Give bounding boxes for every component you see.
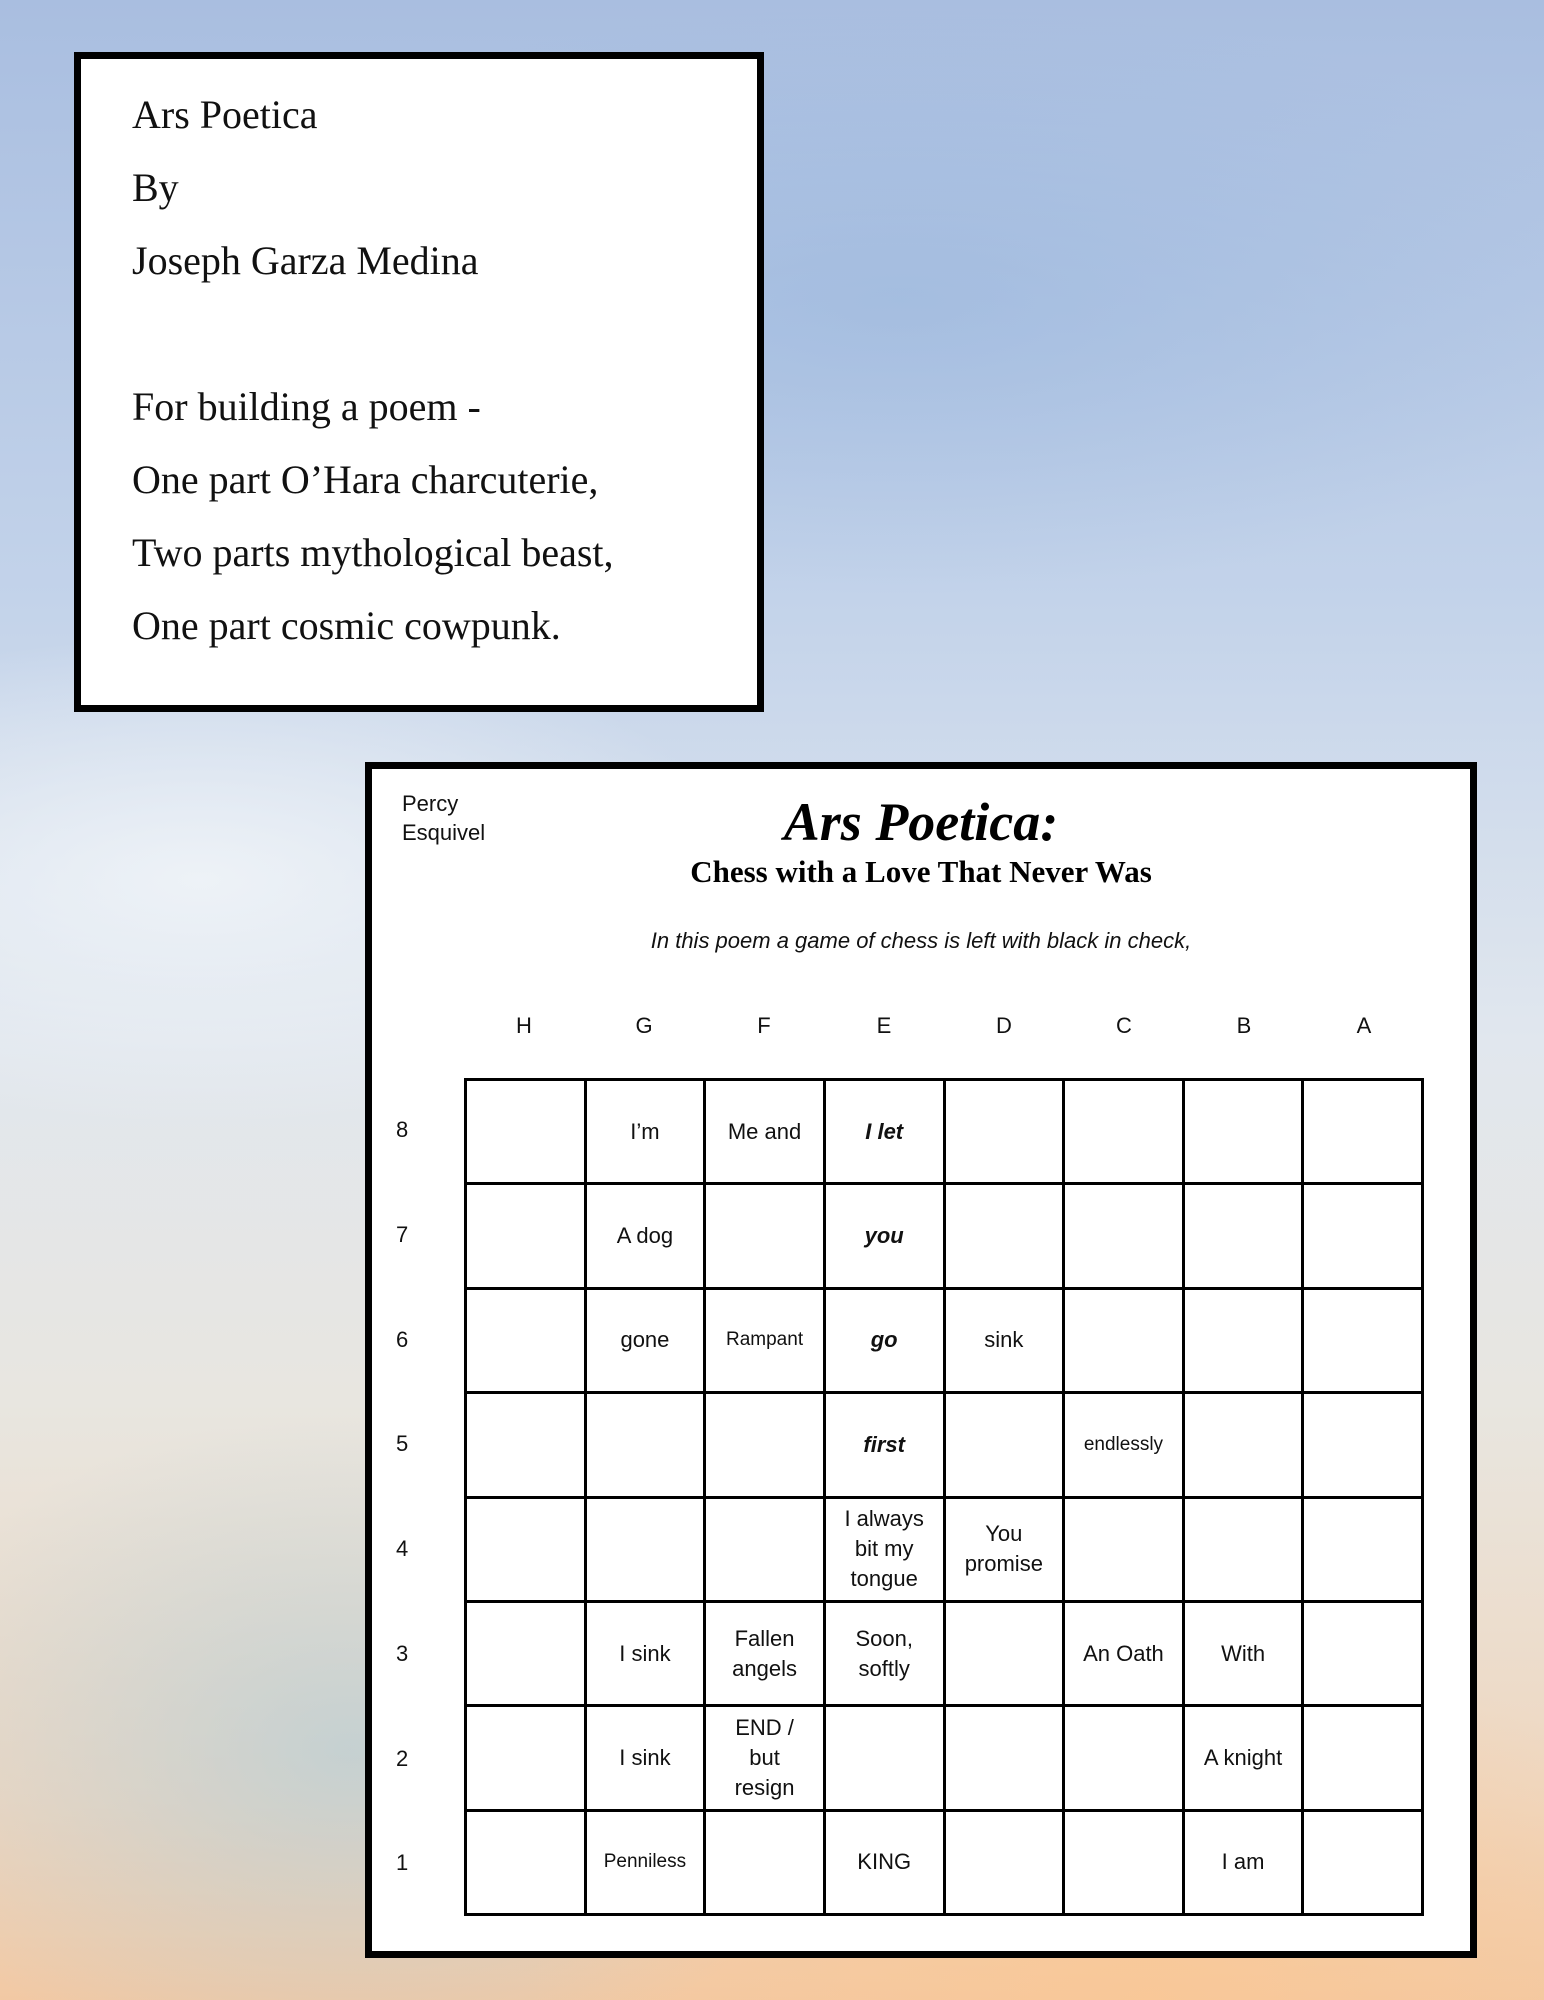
board-cell	[467, 1707, 587, 1811]
board-cell	[1065, 1707, 1185, 1811]
board-cell: With	[1185, 1603, 1305, 1707]
board-cell	[946, 1812, 1066, 1916]
board-cell	[1304, 1290, 1424, 1394]
chess-board	[464, 1078, 1424, 1916]
board-cell	[946, 1185, 1066, 1289]
board-cell	[587, 1394, 707, 1498]
chess-title: Ars Poetica:	[783, 792, 1059, 852]
board-cell	[946, 1603, 1066, 1707]
row-labels	[396, 1078, 436, 1916]
board-cell	[1304, 1707, 1424, 1811]
board-cell	[1185, 1290, 1305, 1394]
board-cell: first	[826, 1394, 946, 1498]
poem-author: Joseph Garza Medina	[132, 238, 479, 283]
board-cell	[946, 1707, 1066, 1811]
board-cell	[946, 1081, 1066, 1185]
chess-poem-card	[365, 762, 1477, 1958]
chess-intro: In this poem a game of chess is left with black in check,	[650, 928, 1192, 953]
column-labels	[464, 1013, 1424, 1043]
column-label: F	[757, 1013, 771, 1038]
board-cell	[467, 1394, 587, 1498]
board-cell: A knight	[1185, 1707, 1305, 1811]
poem-spacer	[132, 304, 707, 377]
row-label: 7	[396, 1221, 409, 1247]
board-cell: END / but resign	[706, 1707, 826, 1811]
row-label: 8	[396, 1117, 409, 1142]
column-label: H	[516, 1013, 532, 1038]
chess-author-first: Percy	[402, 791, 459, 816]
poem-card	[74, 52, 764, 712]
board-cell	[1185, 1185, 1305, 1289]
poem-line: One part O’Hara charcuterie,	[132, 457, 599, 502]
column-label: E	[876, 1013, 892, 1038]
board-cell: I let	[826, 1081, 946, 1185]
poem-line: For building a poem -	[132, 384, 481, 429]
chess-subtitle: Chess with a Love That Never Was	[690, 854, 1152, 889]
board-cell	[1304, 1603, 1424, 1707]
column-label: A	[1356, 1013, 1372, 1038]
board-cell	[587, 1499, 707, 1603]
board-cell	[467, 1812, 587, 1916]
row-label: 5	[396, 1431, 409, 1457]
board-cell: I always bit my tongue	[826, 1499, 946, 1603]
board-cell	[706, 1812, 826, 1916]
row-label: 4	[396, 1536, 409, 1561]
board-cell: go	[826, 1290, 946, 1394]
poem-by: By	[132, 165, 179, 210]
board-cell	[706, 1499, 826, 1603]
board-cell: gone	[587, 1290, 707, 1394]
board-cell	[946, 1394, 1066, 1498]
board-cell	[1304, 1185, 1424, 1289]
row-label: 1	[396, 1850, 409, 1876]
board-cell: I’m	[587, 1081, 707, 1185]
board-cell: Rampant	[706, 1290, 826, 1394]
poem-line: Two parts mythological beast,	[132, 530, 614, 575]
board-cell	[1185, 1394, 1305, 1498]
board-cell	[706, 1185, 826, 1289]
row-label: 6	[396, 1326, 409, 1352]
board-cell: sink	[946, 1290, 1066, 1394]
column-label: G	[635, 1013, 653, 1038]
column-label: B	[1236, 1013, 1252, 1038]
board-cell	[826, 1707, 946, 1811]
board-cell	[1304, 1499, 1424, 1603]
board-cell	[1304, 1394, 1424, 1498]
board-cell	[1304, 1812, 1424, 1916]
row-label: 3	[396, 1640, 409, 1666]
board-cell	[467, 1290, 587, 1394]
board-cell	[1304, 1081, 1424, 1185]
board-cell	[467, 1603, 587, 1707]
board-cell	[467, 1499, 587, 1603]
board-cell	[467, 1081, 587, 1185]
poem-line: One part cosmic cowpunk.	[132, 603, 561, 648]
board-cell	[1185, 1499, 1305, 1603]
board-cell: KING	[826, 1812, 946, 1916]
board-cell: endlessly	[1065, 1394, 1185, 1498]
board-cell: you	[826, 1185, 946, 1289]
board-cell: I sink	[587, 1603, 707, 1707]
column-label: D	[996, 1013, 1012, 1038]
board-cell	[1185, 1081, 1305, 1185]
board-cell: A dog	[587, 1185, 707, 1289]
board-cell: Penniless	[587, 1812, 707, 1916]
board-cell: I sink	[587, 1707, 707, 1811]
board-cell	[1065, 1081, 1185, 1185]
board-cell: I am	[1185, 1812, 1305, 1916]
board-cell: You promise	[946, 1499, 1066, 1603]
chess-author-last: Esquivel	[402, 820, 486, 845]
board-cell	[1065, 1812, 1185, 1916]
board-cell	[1065, 1185, 1185, 1289]
row-label: 2	[396, 1745, 409, 1771]
board-cell	[1065, 1499, 1185, 1603]
board-cell: Soon, softly	[826, 1603, 946, 1707]
board-cell	[467, 1185, 587, 1289]
poem-title: Ars Poetica	[132, 92, 318, 137]
board-cell	[1065, 1290, 1185, 1394]
board-cell	[706, 1394, 826, 1498]
board-cell: Fallen angels	[706, 1603, 826, 1707]
board-cell: An Oath	[1065, 1603, 1185, 1707]
board-cell: Me and	[706, 1081, 826, 1185]
column-label: C	[1116, 1013, 1132, 1038]
